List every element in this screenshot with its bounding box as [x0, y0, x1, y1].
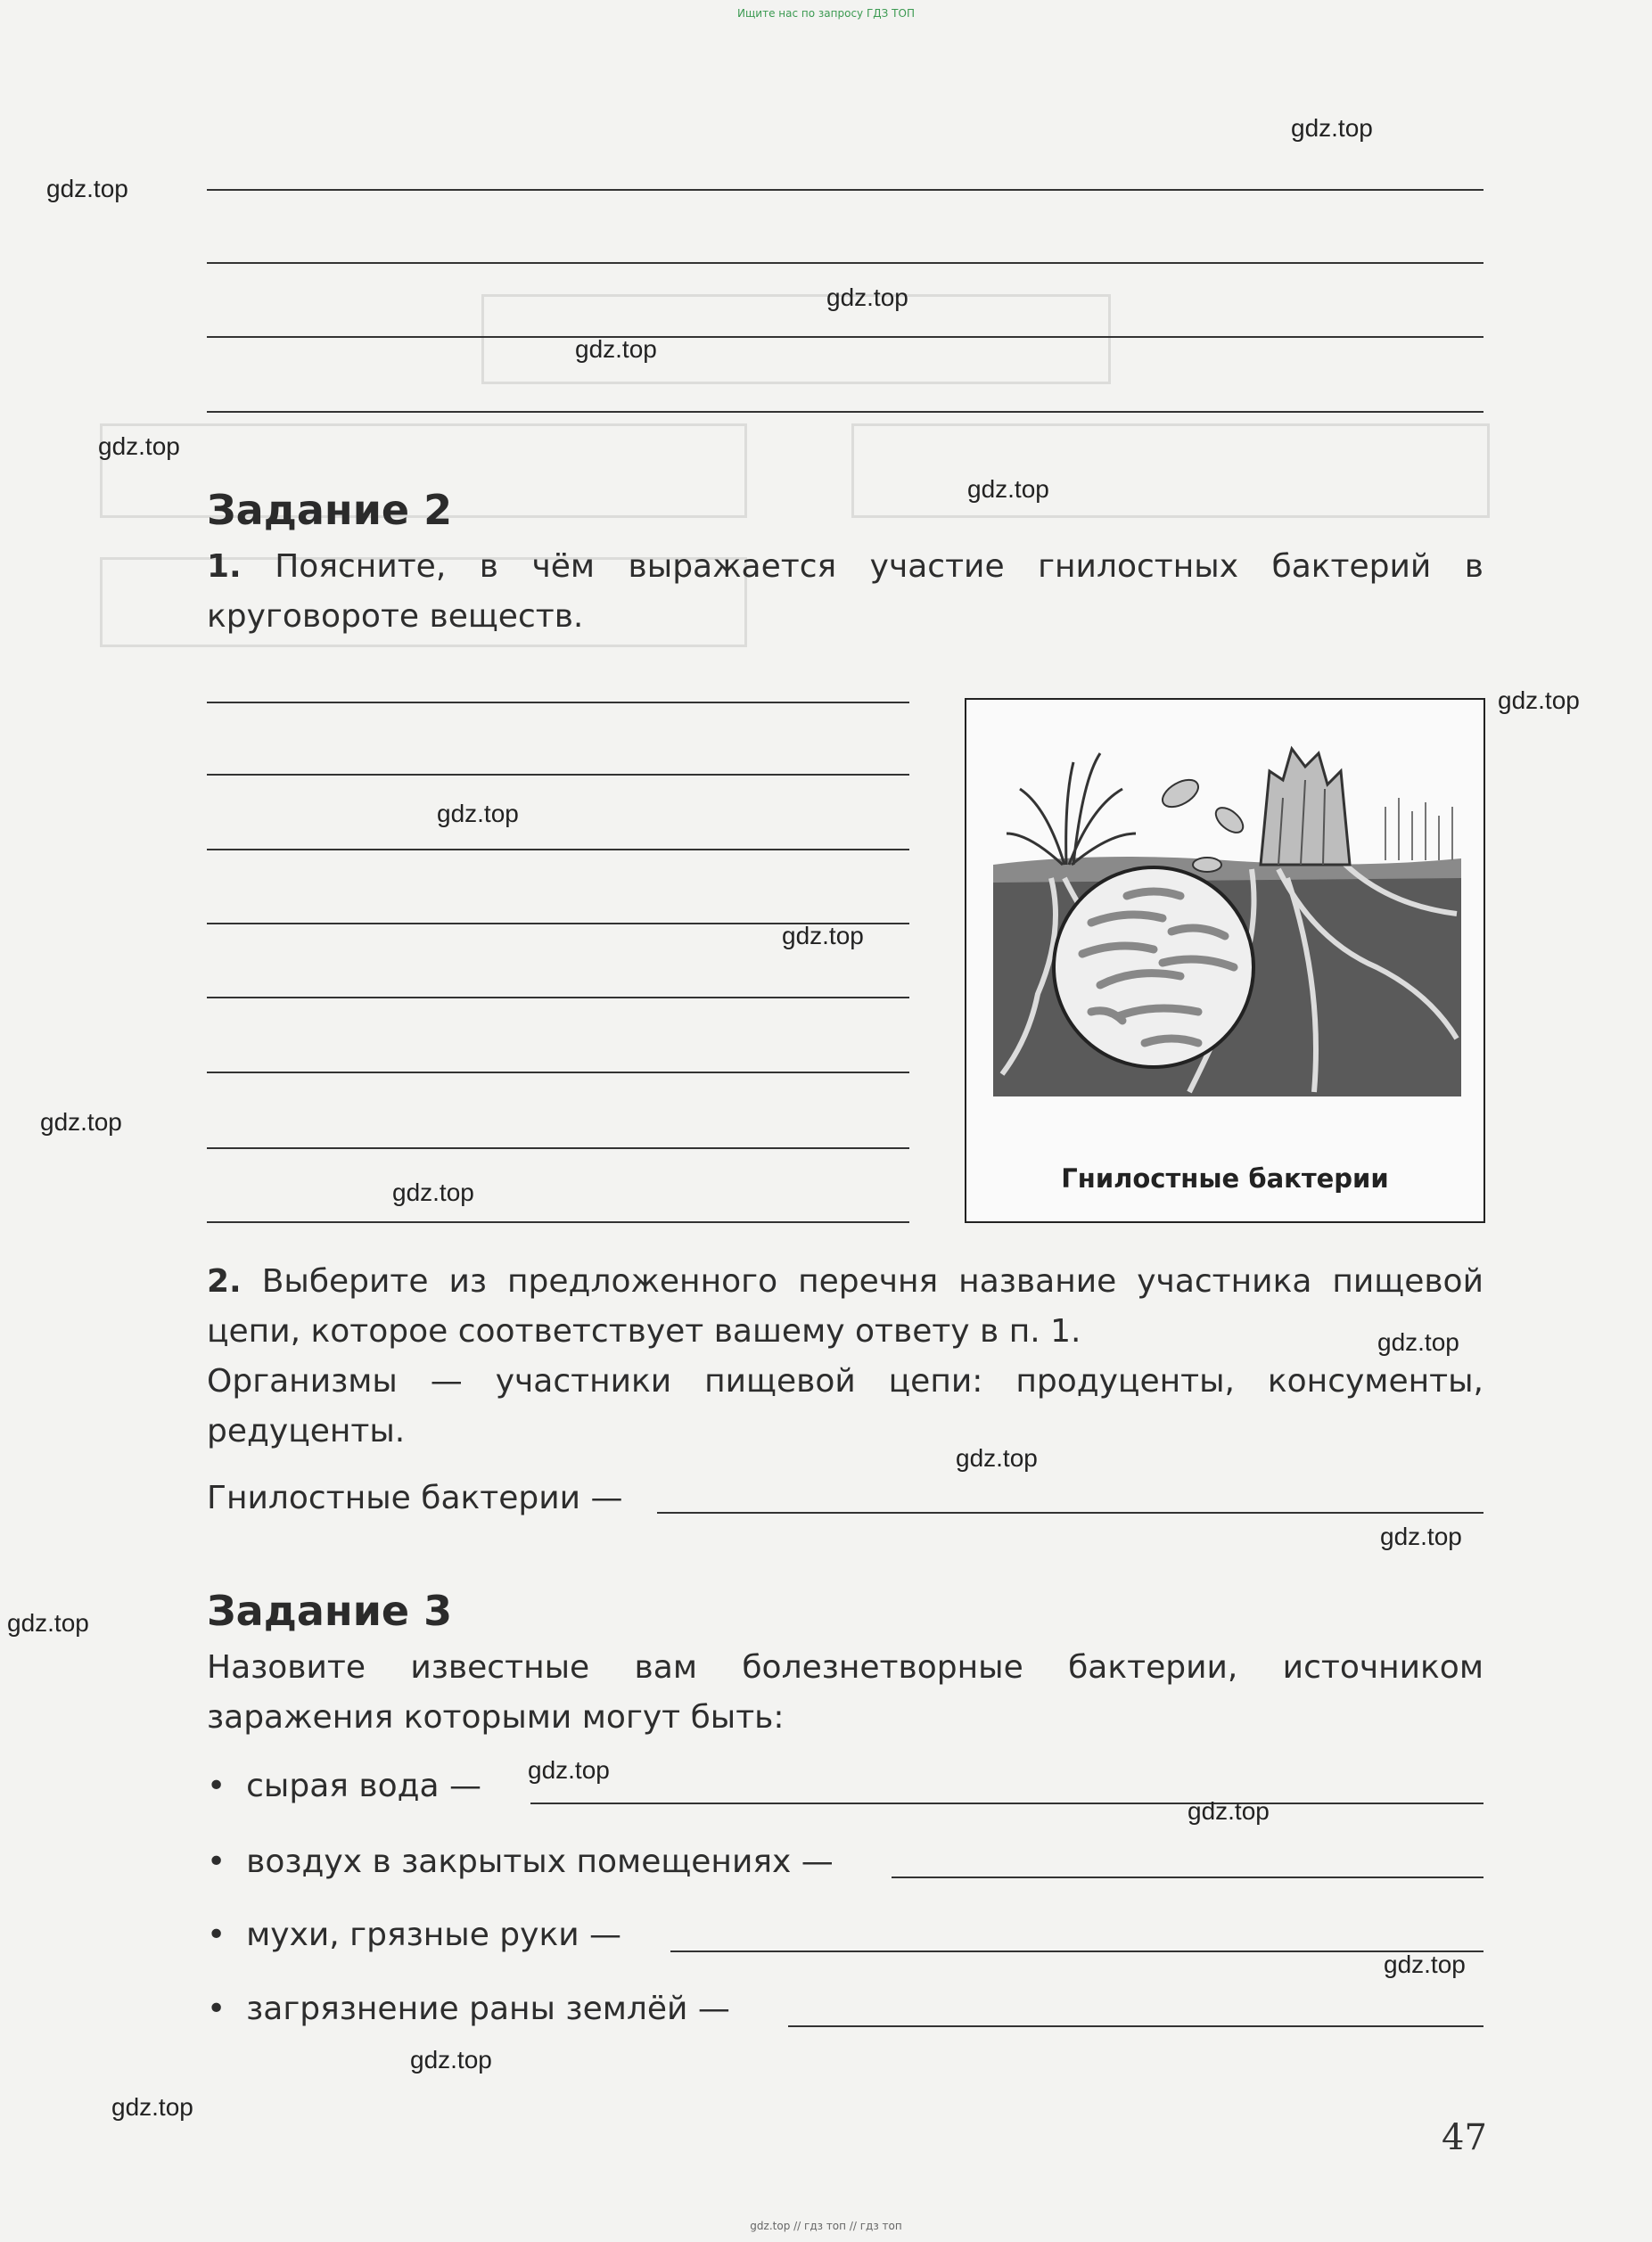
watermark: gdz.top [528, 1756, 610, 1784]
bullet-dot: • [207, 1991, 247, 2027]
watermark: gdz.top [826, 283, 908, 311]
answer-line[interactable] [657, 1512, 1484, 1514]
watermark: gdz.top [437, 800, 519, 827]
bottom-note: gdz.top // гдз топ // гдз топ [750, 2220, 902, 2232]
bullet-text: сырая вода — [246, 1768, 481, 1804]
bullet-dot: • [207, 1917, 247, 1953]
top-note: Ищите нас по запросу ГДЗ ТОП [737, 7, 915, 20]
bullet-text: воздух в закрытых помещениях — [246, 1844, 834, 1880]
watermark: gdz.top [392, 1178, 474, 1206]
watermark: gdz.top [1384, 1950, 1466, 1978]
question-number: 1. [207, 548, 242, 585]
answer-line[interactable] [788, 2025, 1484, 2027]
watermark: gdz.top [1377, 1328, 1459, 1356]
question-number: 2. [207, 1263, 242, 1300]
answer-line[interactable] [207, 849, 909, 850]
bullet-text: загрязнение раны землёй — [246, 1991, 730, 2027]
watermark: gdz.top [410, 2046, 492, 2074]
task3-bullet [207, 1991, 730, 2027]
answer-line[interactable] [207, 1221, 909, 1223]
answer-line[interactable] [207, 411, 1484, 413]
answer-line[interactable] [207, 262, 1484, 264]
answer-line[interactable] [207, 1147, 909, 1149]
answer-line[interactable] [207, 336, 1484, 338]
watermark: gdz.top [40, 1108, 122, 1136]
watermark: gdz.top [1291, 114, 1373, 142]
answer-line[interactable] [207, 997, 909, 998]
task2-answer-label: Гнилостные бактерии — [207, 1480, 623, 1516]
task2-organism-list: Организмы — участники пищевой цепи: продуценты, консументы, редуценты. [207, 1363, 1484, 1449]
rotting-bacteria-illustration [966, 700, 1484, 1128]
watermark: gdz.top [782, 922, 864, 949]
answer-line[interactable] [207, 774, 909, 776]
watermark: gdz.top [956, 1444, 1038, 1472]
answer-line[interactable] [207, 189, 1484, 191]
watermark: gdz.top [1188, 1797, 1270, 1825]
answer-line[interactable] [207, 702, 909, 703]
answer-line[interactable] [530, 1803, 1484, 1804]
task3-bullet [207, 1844, 834, 1880]
watermark: gdz.top [98, 432, 180, 460]
task3-bullet [207, 1768, 481, 1804]
bullet-text: мухи, грязные руки — [246, 1917, 622, 1953]
watermark: gdz.top [575, 335, 657, 363]
task3-bullet [207, 1917, 621, 1953]
bullet-dot: • [207, 1768, 247, 1804]
bacteria-figure [965, 698, 1485, 1223]
watermark: gdz.top [46, 175, 128, 202]
watermark: gdz.top [967, 475, 1049, 503]
watermark: gdz.top [7, 1609, 89, 1637]
answer-line[interactable] [892, 1877, 1484, 1878]
task3-text: Назовите известные вам болезнетворные бактерии, источником заражения которыми могут быть: [207, 1649, 1484, 1736]
question-text: Поясните, в чём выражается участие гнилостных бактерий в круговороте веществ. [207, 548, 1484, 635]
watermark: gdz.top [111, 2093, 193, 2121]
figure-caption: Гнилостные бактерии [1061, 1163, 1389, 1194]
ghost-box [851, 423, 1490, 518]
watermark: gdz.top [1380, 1523, 1462, 1550]
watermark: gdz.top [1498, 686, 1580, 714]
bullet-dot: • [207, 1844, 247, 1880]
answer-line[interactable] [207, 1072, 909, 1073]
task3-heading: Задание 3 [207, 1587, 453, 1635]
question-text: Выберите из предложенного перечня название участника пищевой цепи, которое соответствует вашему ответу в п. 1. [207, 1263, 1484, 1350]
task2-question2 [207, 1257, 1484, 1357]
task2-question1 [207, 542, 1484, 642]
answer-line[interactable] [670, 1950, 1484, 1952]
task2-heading: Задание 2 [207, 486, 453, 534]
page-number: 47 [1442, 2117, 1487, 2158]
